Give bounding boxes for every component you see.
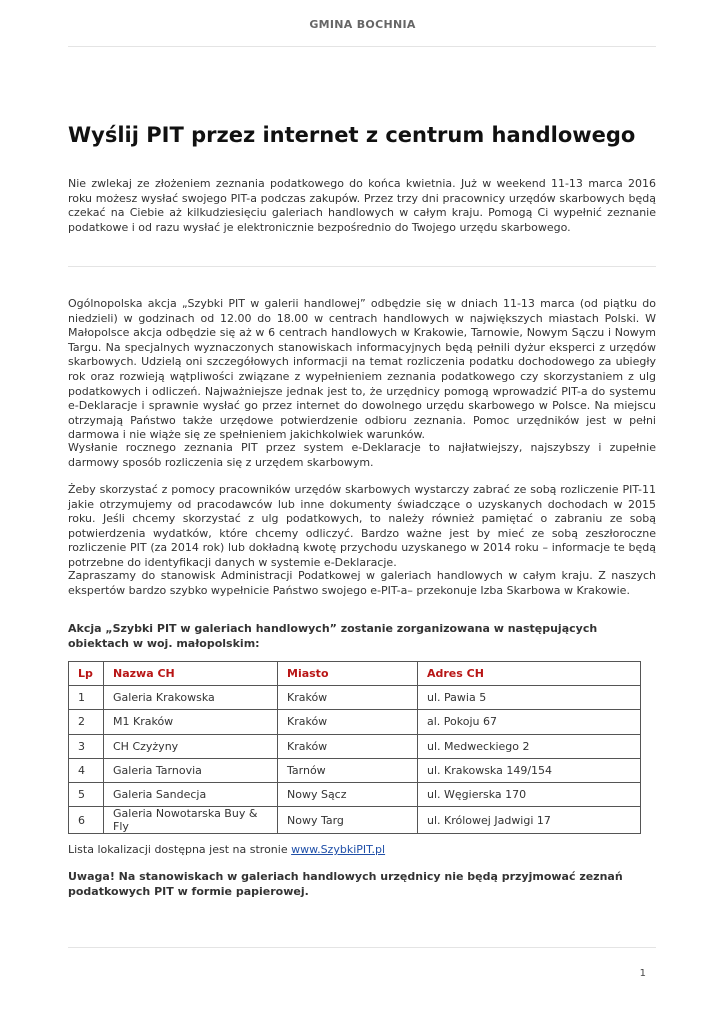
cell-lp: 5 xyxy=(69,782,104,806)
cell-adres: ul. Krakowska 149/154 xyxy=(418,758,641,782)
locations-text: Lista lokalizacji dostępna jest na stronie xyxy=(68,843,292,856)
table-row xyxy=(69,807,641,834)
table-header-row xyxy=(69,662,641,686)
cell-nazwa: Galeria Nowotarska Buy & Fly xyxy=(104,807,278,834)
header-divider xyxy=(68,46,656,47)
article-lead: Nie zwlekaj ze złożeniem zeznania podatkowego do końca kwietnia. Już w weekend 11-13 marca 2016 roku możesz wysłać swojego PIT-a podczas zakupów. Przez trzy dni pracownicy urzędów skarbowych będą czekać na Ciebie aż kilkudziesięciu galeriach handlowych w całym kraju. Pomogą Ci wypełnić zeznanie podatkowe i od razu wysłać je elektronicznie bezpośrednio do Twojego urzędu skarbowego. xyxy=(68,177,656,234)
cell-miasto: Kraków xyxy=(278,710,418,734)
cell-nazwa: M1 Kraków xyxy=(104,710,278,734)
warning-note: Uwaga! Na stanowiskach w galeriach handlowych urzędnicy nie będą przyjmować zeznań podatkowych PIT w formie papierowej. xyxy=(68,870,623,898)
szybkipit-link[interactable]: www.SzybkiPIT.pl xyxy=(291,843,386,856)
table-row xyxy=(69,710,641,734)
header-nazwa-ch: Nazwa CH xyxy=(104,662,278,686)
header-miasto: Miasto xyxy=(278,662,418,686)
table-row xyxy=(69,782,641,806)
cell-adres: al. Pokoju 67 xyxy=(418,710,641,734)
lead-divider xyxy=(68,266,656,267)
table-intro: Akcja „Szybki PIT w galeriach handlowych” zostanie zorganizowana w następujących obiektach w woj. małopolskim: xyxy=(68,622,598,650)
cell-adres: ul. Węgierska 170 xyxy=(418,782,641,806)
footer-divider xyxy=(68,947,656,948)
locations-note xyxy=(68,843,656,858)
cell-nazwa: Galeria Tarnovia xyxy=(104,758,278,782)
cell-adres: ul. Pawia 5 xyxy=(418,686,641,710)
cell-lp: 1 xyxy=(69,686,104,710)
cell-miasto: Kraków xyxy=(278,734,418,758)
paragraph-campaign: Ogólnopolska akcja „Szybki PIT w galerii handlowej” odbędzie się w dniach 11-13 marca (od piątku do niedzieli) w godzinach od 12.00 do 18.00 w centrach handlowych w największych miastach Polski. W Małopolsce akcja odbędzie się aż w 6 centrach handlowych w Krakowie, Tarnowie, Nowym Sączu i Nowym Targu. Na specjalnych wyznaczonych stanowiskach informacyjnych będą pełnili dyżur eksperci z urzędów skarbowych. Udzielą oni szczegółowych informacji na temat rozliczenia podatku dochodowego za ubiegły rok oraz rozwieją wątpliwości związane z wypełnieniem zeznania podatkowego czy skorzystaniem z ulg podatkowych i odliczeń. Najważniejsze jednak jest to, że urzędnicy pomogą wprowadzić PIT-a do systemu e-Deklaracje i sprawnie wysłać go przez internet do dowolnego urzędu skarbowego w Polsce. Na miejscu otrzymają Państwo także urzędowe potwierdzenie odbioru zeznania. Pomoc urzędników jest w pełni darmowa i nie wiąże się ze spełnieniem jakichkolwiek warunków. xyxy=(68,297,656,442)
cell-miasto: Tarnów xyxy=(278,758,418,782)
paragraph-invitation: Zapraszamy do stanowisk Administracji Podatkowej w galeriach handlowych w całym kraju. Z naszych ekspertów bardzo szybko wypełnicie Państwo swojego e-PIT-a– przekonuje Izba Skarbowa w Krakowie. xyxy=(68,569,656,597)
cell-nazwa: Galeria Krakowska xyxy=(104,686,278,710)
cell-adres: ul. Królowej Jadwigi 17 xyxy=(418,807,641,834)
cell-lp: 6 xyxy=(69,807,104,834)
cell-miasto: Kraków xyxy=(278,686,418,710)
cell-lp: 3 xyxy=(69,734,104,758)
header-adres-ch: Adres CH xyxy=(418,662,641,686)
table-row xyxy=(69,758,641,782)
article-title: Wyślij PIT przez internet z centrum handlowego xyxy=(68,123,636,147)
table-row xyxy=(69,686,641,710)
cell-nazwa: Galeria Sandecja xyxy=(104,782,278,806)
page-number: 1 xyxy=(639,968,646,979)
cell-miasto: Nowy Targ xyxy=(278,807,418,834)
table-row xyxy=(69,734,641,758)
cell-lp: 4 xyxy=(69,758,104,782)
cell-nazwa: CH Czyżyny xyxy=(104,734,278,758)
locations-table xyxy=(68,661,641,834)
cell-lp: 2 xyxy=(69,710,104,734)
cell-miasto: Nowy Sącz xyxy=(278,782,418,806)
header-lp: Lp xyxy=(69,662,104,686)
cell-adres: ul. Medweckiego 2 xyxy=(418,734,641,758)
paragraph-edeklaracje: Wysłanie rocznego zeznania PIT przez system e-Deklaracje to najłatwiejszy, najszybszy i zupełnie darmowy sposób rozliczenia się z urzędem skarbowym. xyxy=(68,441,656,469)
site-name: GMINA BOCHNIA xyxy=(309,18,416,31)
paragraph-documents: Żeby skorzystać z pomocy pracowników urzędów skarbowych wystarczy zabrać ze sobą rozliczenie PIT-11 jakie otrzymujemy od pracodawców lub inne dokumenty świadczące o uzyskanych dochodach w 2015 roku. Jeśli chcemy skorzystać z ulg podatkowych, to należy również pamiętać o zabraniu ze sobą potwierdzenia wydatków, które chcemy odliczyć. Bardzo ważne jest by mieć ze sobą zeszłoroczne rozliczenie PIT (za 2014 rok) lub dokładną kwotę przychodu uzyskanego w 2014 roku – informacje te będą potrzebne do identyfikacji danych w systemie e-Deklaracje. xyxy=(68,483,656,569)
